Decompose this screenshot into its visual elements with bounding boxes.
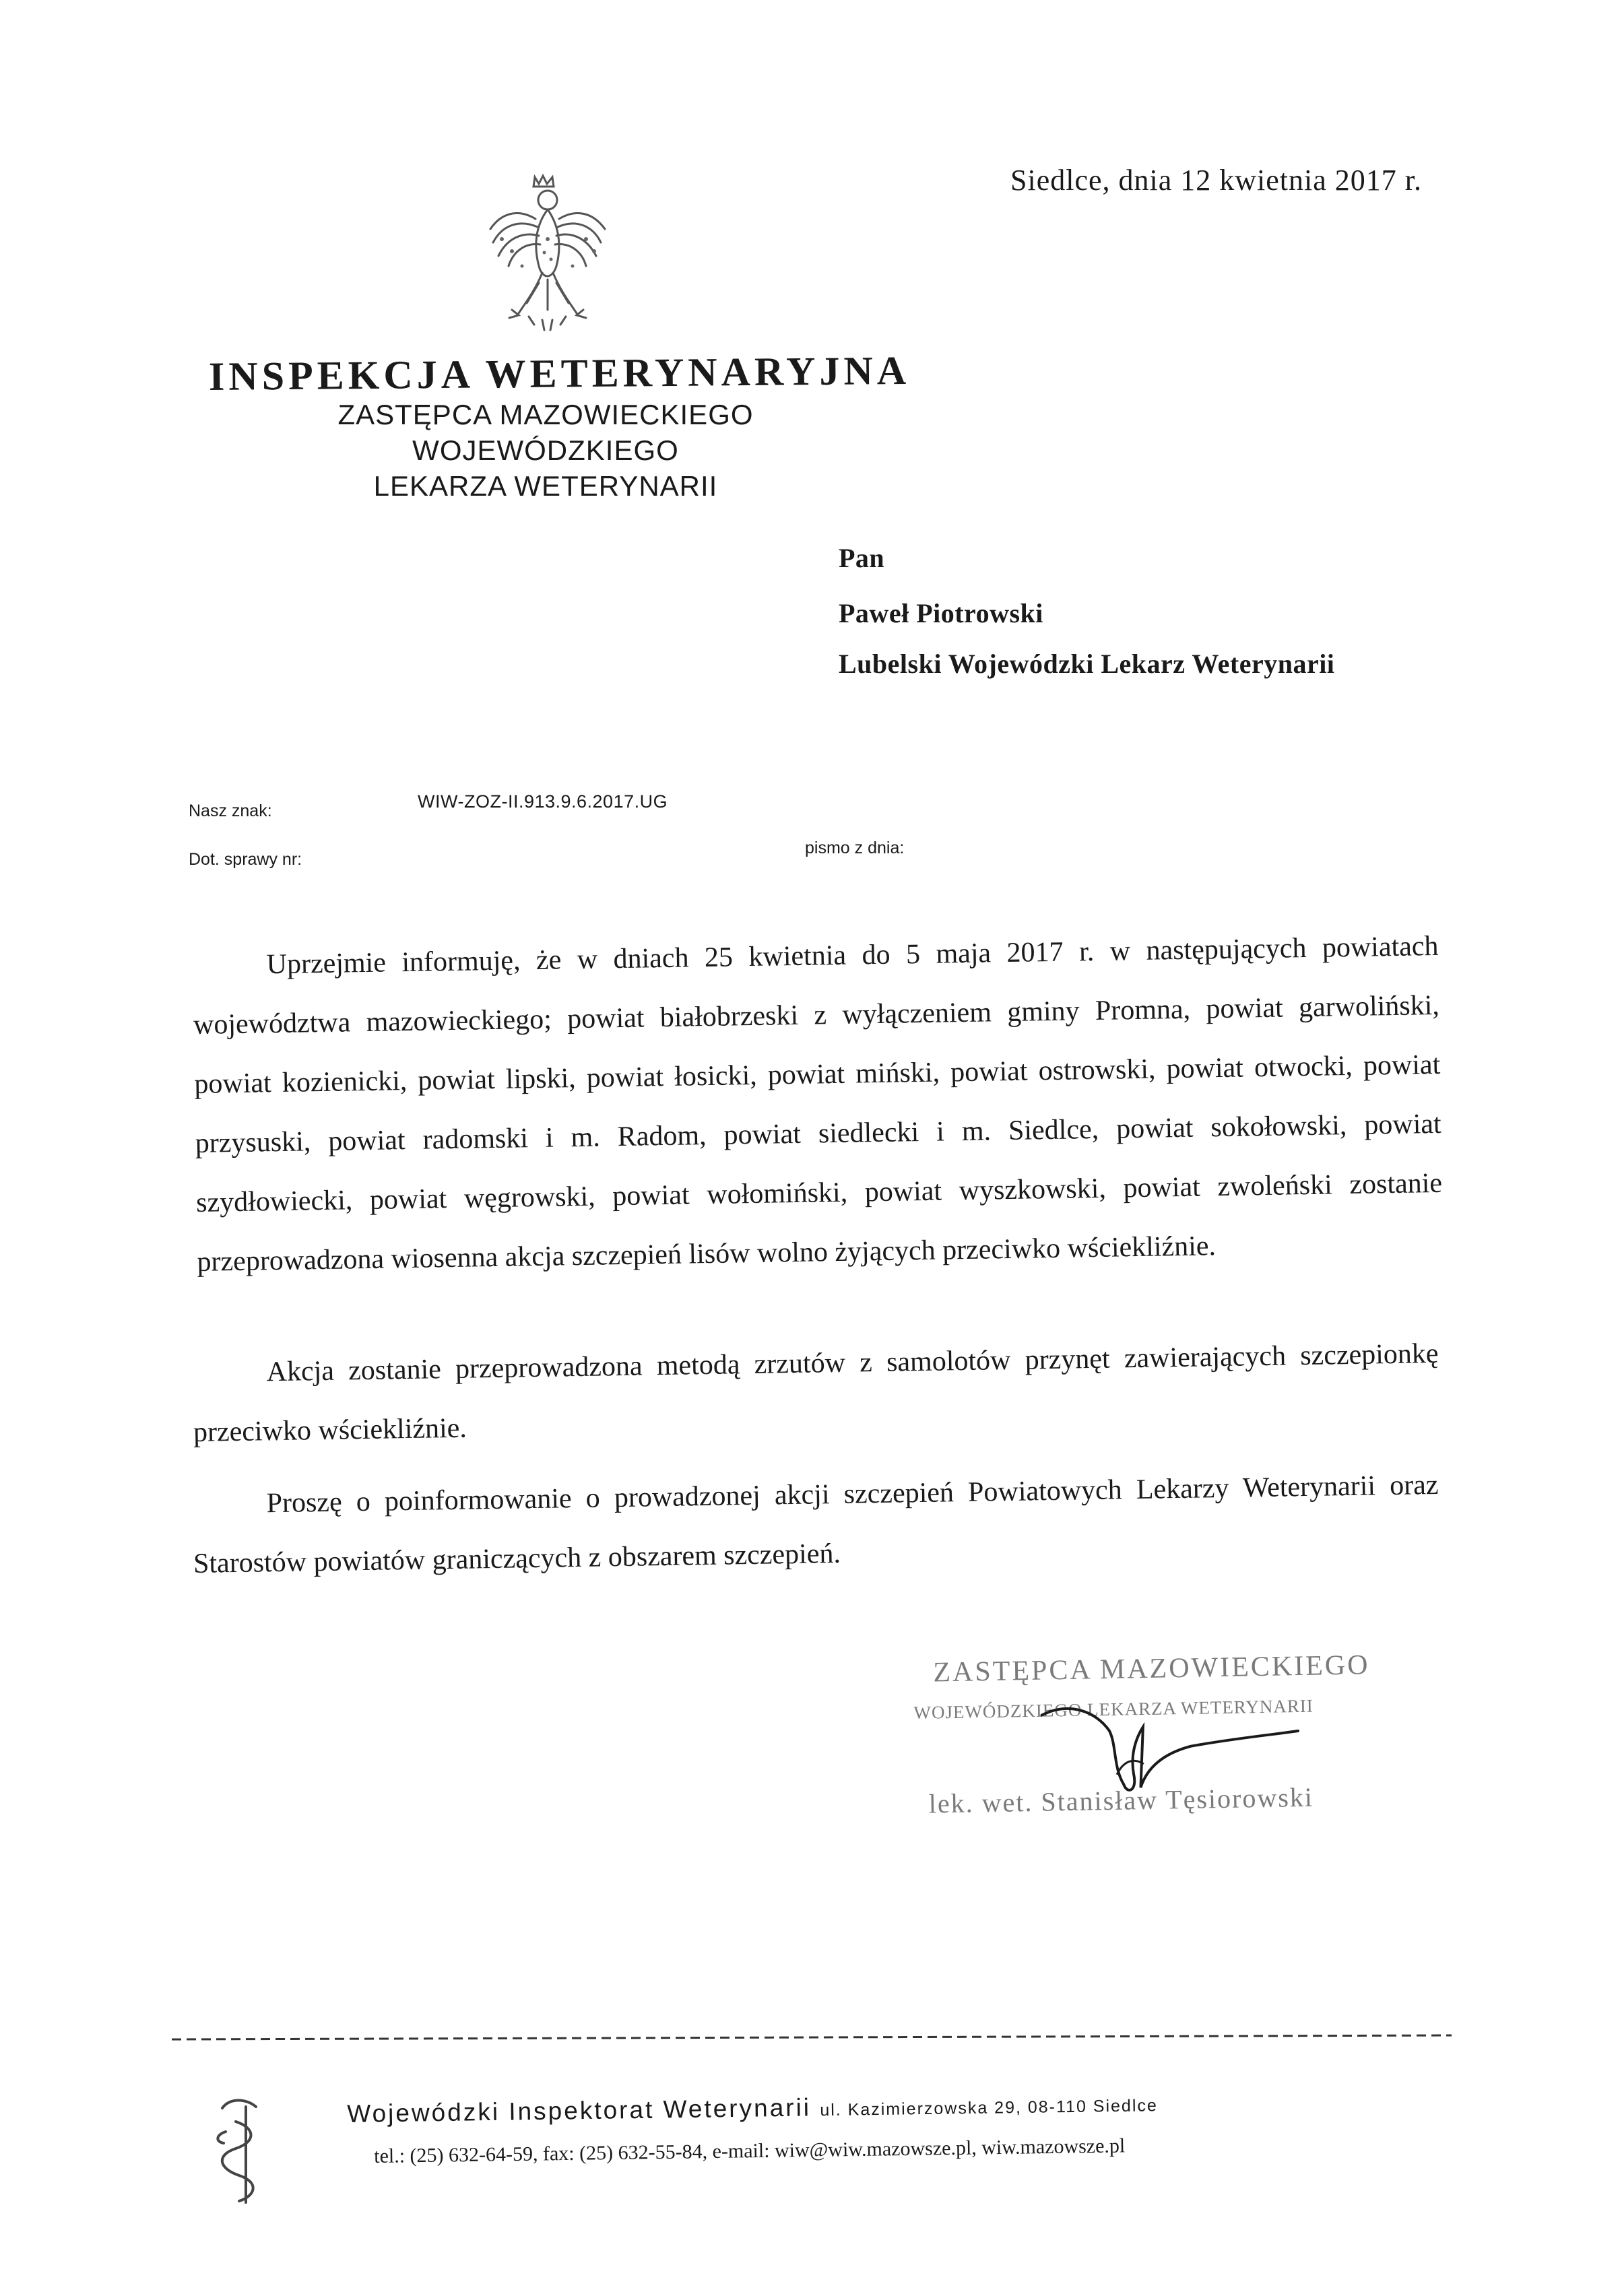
body-paragraph-3 — [192, 1455, 1440, 1594]
body-paragraph-3-text: Proszę o poinformowanie o prowadzonej akcji szczepień Powiatowych Lekarzy Weterynarii oraz Starostów powiatów graniczących z obszarem szczepień. — [193, 1469, 1439, 1579]
recipient-salutation: Pan — [839, 543, 885, 573]
recipient-name: Paweł Piotrowski — [839, 598, 1043, 628]
letter-date: Siedlce, dnia 12 kwietnia 2017 r. — [1010, 164, 1422, 197]
caduceus-icon — [216, 2095, 276, 2209]
institution-name: INSPEKCJA WETERYNARYJNA — [208, 348, 911, 399]
our-reference-label: Nasz znak: — [189, 801, 272, 820]
institution-line-3: LEKARZA WETERYNARII — [373, 470, 718, 502]
case-number-label: Dot. sprawy nr: — [189, 850, 302, 869]
stamp-line-1: ZASTĘPCA MAZOWIECKIEGO — [933, 1649, 1370, 1688]
footer-organization-line — [347, 2089, 1158, 2128]
body-paragraph-2 — [192, 1324, 1440, 1462]
stamp-line-2: WOJEWÓDZKIEGO LEKARZA WETERYNARII — [913, 1695, 1314, 1723]
polish-eagle-icon — [472, 172, 626, 333]
recipient-title: Lubelski Wojewódzki Lekarz Weterynarii — [839, 649, 1335, 679]
body-paragraph-2-text: Akcja zostanie przeprowadzona metodą zrzutów z samolotów przynęt zawierających szczepionkę przeciwko wściekliźnie. — [193, 1338, 1439, 1448]
institution-line-1: ZASTĘPCA MAZOWIECKIEGO — [337, 399, 754, 430]
footer-divider — [172, 2034, 1452, 2041]
our-reference-value: WIW-ZOZ-II.913.9.6.2017.UG — [418, 791, 668, 812]
stamp-signatory: lek. wet. Stanisław Tęsiorowski — [928, 1781, 1314, 1819]
body-paragraph-1 — [192, 917, 1444, 1292]
footer-contact: tel.: (25) 632-64-59, fax: (25) 632-55-84, e-mail: wiw@wiw.mazowsze.pl, wiw.mazowsze.pl — [374, 2134, 1126, 2167]
footer-organization: Wojewódzki Inspektorat Weterynarii — [347, 2093, 812, 2128]
official-stamp — [913, 1648, 1401, 1845]
body-paragraph-1-text: Uprzejmie informuję, że w dniach 25 kwietnia do 5 maja 2017 r. w następujących powiatach województwa mazowieckiego; powiat białobrzeski z wyłączeniem gminy Promna, powiat garwoliński, powiat kozienicki, powiat lipski, powiat łosicki, powiat miński, powiat ostrowski, powiat otwocki, powiat przysuski, powiat radomski i m. Radom, powiat siedlecki i m. Siedlce, powiat sokołowski, powiat szydłowiecki, powiat węgrowski, powiat wołomiński, powiat wyszkowski, powiat zwoleński zostanie przeprowadzona wiosenna akcja szczepień lisów wolno żyjących przeciwko wściekliźnie. — [193, 930, 1443, 1278]
institution-line-2: WOJEWÓDZKIEGO — [412, 434, 679, 466]
handwritten-signature — [1014, 1670, 1313, 1810]
footer-address: ul. Kazimierzowska 29, 08-110 Siedlce — [820, 2096, 1159, 2120]
letter-date-label: pismo z dnia: — [805, 839, 905, 857]
